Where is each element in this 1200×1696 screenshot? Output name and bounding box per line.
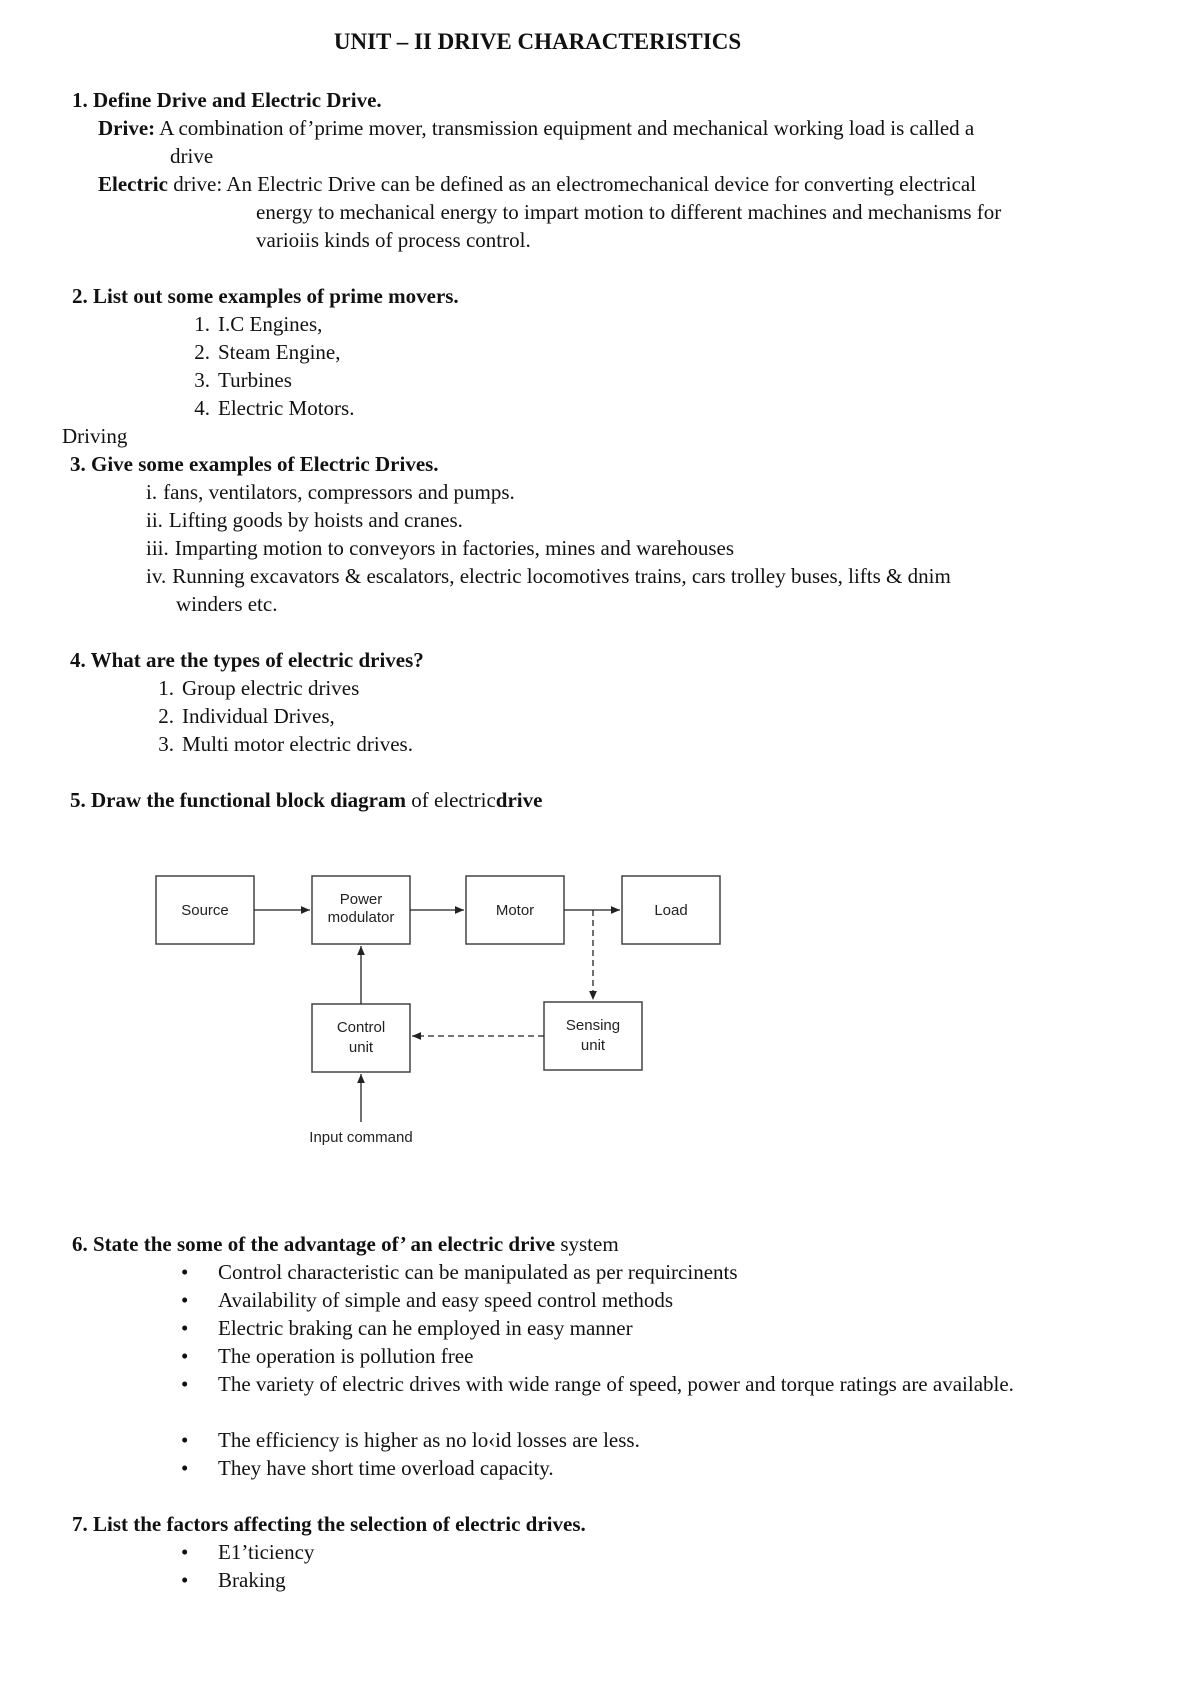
electric-text-line-2: energy to mechanical energy to impart motion to different machines and mechanisms for — [256, 200, 1002, 224]
question-4-heading: 4. What are the types of electric drives? — [70, 648, 424, 672]
page-title: UNIT – II DRIVE CHARACTERISTICS — [333, 29, 742, 54]
stray-text: Driving — [62, 424, 128, 448]
list-item: 1. I.C Engines, — [194, 312, 323, 336]
block-diagram — [150, 860, 750, 1150]
question-3-heading: 3. Give some examples of Electric Drives. — [70, 452, 439, 476]
list-item-continuation: winders etc. — [176, 592, 278, 616]
control-unit-block — [312, 1004, 410, 1072]
question-5-heading: 5. Draw the functional block diagram of electricdrive — [70, 788, 543, 812]
list-item: 2. Individual Drives, — [158, 704, 335, 728]
question-6-heading: 6. State the some of the advantage of’ an electric drive system — [72, 1232, 619, 1256]
power-label: Power — [339, 891, 383, 908]
electric-drive-definition — [98, 170, 976, 198]
list-item: 3. Multi motor electric drives. — [158, 732, 413, 756]
list-item: i. fans, ventilators, compressors and pumps. — [146, 480, 515, 504]
source-label: Source — [181, 902, 229, 919]
electric-label-2: drive: — [173, 172, 223, 196]
list-item: iv. Running excavators & escalators, electric locomotives trains, cars trolley buses, lifts & dnim — [146, 564, 951, 588]
sensing-unit-label: unit — [580, 1037, 606, 1054]
load-label: Load — [654, 902, 688, 919]
drive-text-line-2: drive — [170, 144, 214, 168]
question-7-heading: 7. List the factors affecting the selection of electric drives. — [72, 1512, 586, 1536]
electric-text-line-1: An Electric Drive can be defined as an electromechanical device for converting electrical — [226, 172, 977, 196]
list-item: ii. Lifting goods by hoists and cranes. — [146, 508, 463, 532]
sensing-unit-block — [544, 1002, 642, 1070]
motor-label: Motor — [495, 902, 535, 919]
list-item: 1. Group electric drives — [158, 676, 360, 700]
sensing-label: Sensing — [565, 1017, 621, 1034]
question-2-heading: 2. List out some examples of prime movers. — [72, 284, 459, 308]
drive-text-line-1: A combination of’prime mover, transmission equipment and mechanical working load is called a — [159, 116, 975, 140]
list-item: 4. Electric Motors. — [194, 396, 355, 420]
control-unit-label: unit — [348, 1039, 374, 1056]
drive-label: Drive: — [98, 116, 156, 140]
control-label: Control — [336, 1019, 386, 1036]
list-item: 2. Steam Engine, — [194, 340, 341, 364]
electric-label: Electric — [98, 172, 168, 196]
modulator-label: modulator — [327, 909, 395, 926]
input-command-label: Input command — [309, 1129, 413, 1146]
document-page: UNIT – II DRIVE CHARACTERISTICS 1. Define Drive and Electric Drive. Drive: A combination of’prime mover, transmission equipment and mechanical working load is called a drive Electric drive: An Electric Drive can be defined as an electromechanical device for converting electrical energy to mechanical energy to impart motion to different machines and mechanisms for varioiis kinds of process control. 2. List out some examples of prime movers. 1. I.C Engines, 2. Steam Engine, 3. Turbines 4. Electric Motors. Driving 3. Give some examples of Electric Drives. i. fans, ventilators, compressors and pumps. ii. Lifting goods by hoists and cranes. iii. Imparting motion to conveyors in factories, mines and warehouses iv. Running excavators & escalators, electric locomotives trains, cars trolley buses, lifts & dnim winders etc. 4. What are the types of electric drives? 1. Group electric drives 2. Individual Drives, 3. Multi motor electric drives. 5. Draw the functional block diagram of electricdrive Source Power modulator Motor Load Control unit Sensing unit Input command 6. State the some of the advantage of’ an electric drive system Control characteristic can be manipulated as per requircinents Availability of simple and easy speed control methods Electric braking can he employed in easy manner The operation is pollution free The variety of electric drives with wide range of speed, power and torque ratings are available. The efficiency is higher as no lo‹id losses are less. They have short time overload capacity. 7. List the factors affecting the selection of electric drives. E1’ticiency Braking — [0, 0, 1200, 1696]
drive-definition — [98, 114, 974, 142]
list-item: iii. Imparting motion to conveyors in factories, mines and warehouses — [146, 536, 735, 560]
electric-text-line-3: varioiis kinds of process control. — [256, 228, 531, 252]
list-item: 3. Turbines — [194, 368, 292, 392]
question-1-heading: 1. Define Drive and Electric Drive. — [72, 88, 382, 112]
